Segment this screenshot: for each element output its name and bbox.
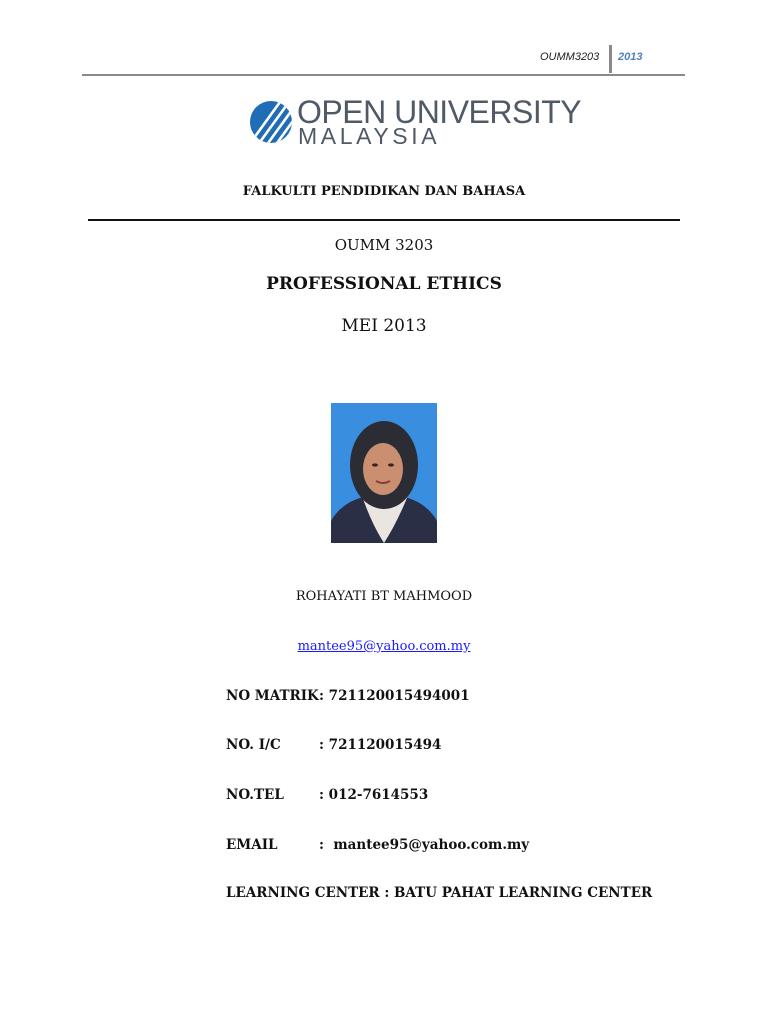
logo-wordmark-line1: OPEN UNIVERSITY [297,94,582,130]
email-label: EMAIL [226,837,278,853]
header-year: 2013 [618,51,643,63]
student-photo [331,403,437,543]
tel-label: NO.TEL [226,787,284,803]
email-value: : mantee95@yahoo.com.my [319,837,530,853]
ic-value: : 721120015494 [319,737,442,753]
oum-emblem-icon [250,98,294,146]
portrait-image [331,403,437,543]
header-separator [609,45,612,73]
header-rule [82,74,685,76]
detail-row-tel [226,787,428,803]
detail-row-ic [226,737,441,753]
semester: MEI 2013 [341,316,427,336]
divider-rule [88,219,680,221]
course-code: OUMM 3203 [334,236,434,254]
course-title: PROFESSIONAL ETHICS [266,274,502,294]
matric-value: : 721120015494001 [319,688,470,704]
detail-row-center [226,885,652,901]
logo-wordmark-line2: MALAYSIA [298,123,441,149]
university-logo [250,94,582,150]
email-link[interactable]: mantee95@yahoo.com.my [297,639,471,654]
detail-row-matric [226,688,470,704]
center-label: LEARNING CENTER [226,885,380,901]
student-name: ROHAYATI BT MAHMOOD [295,589,473,604]
tel-value: : 012-7614553 [319,787,429,803]
matric-label: NO MATRIK [226,688,319,704]
center-value: : BATU PAHAT LEARNING CENTER [379,885,653,901]
header-course-code: OUMM3203 [540,51,600,63]
email-link-wrapper [0,639,768,654]
faculty-name: FALKULTI PENDIDIKAN DAN BAHASA [242,184,526,199]
detail-row-email [226,837,529,853]
ic-label: NO. I/C [226,737,281,753]
